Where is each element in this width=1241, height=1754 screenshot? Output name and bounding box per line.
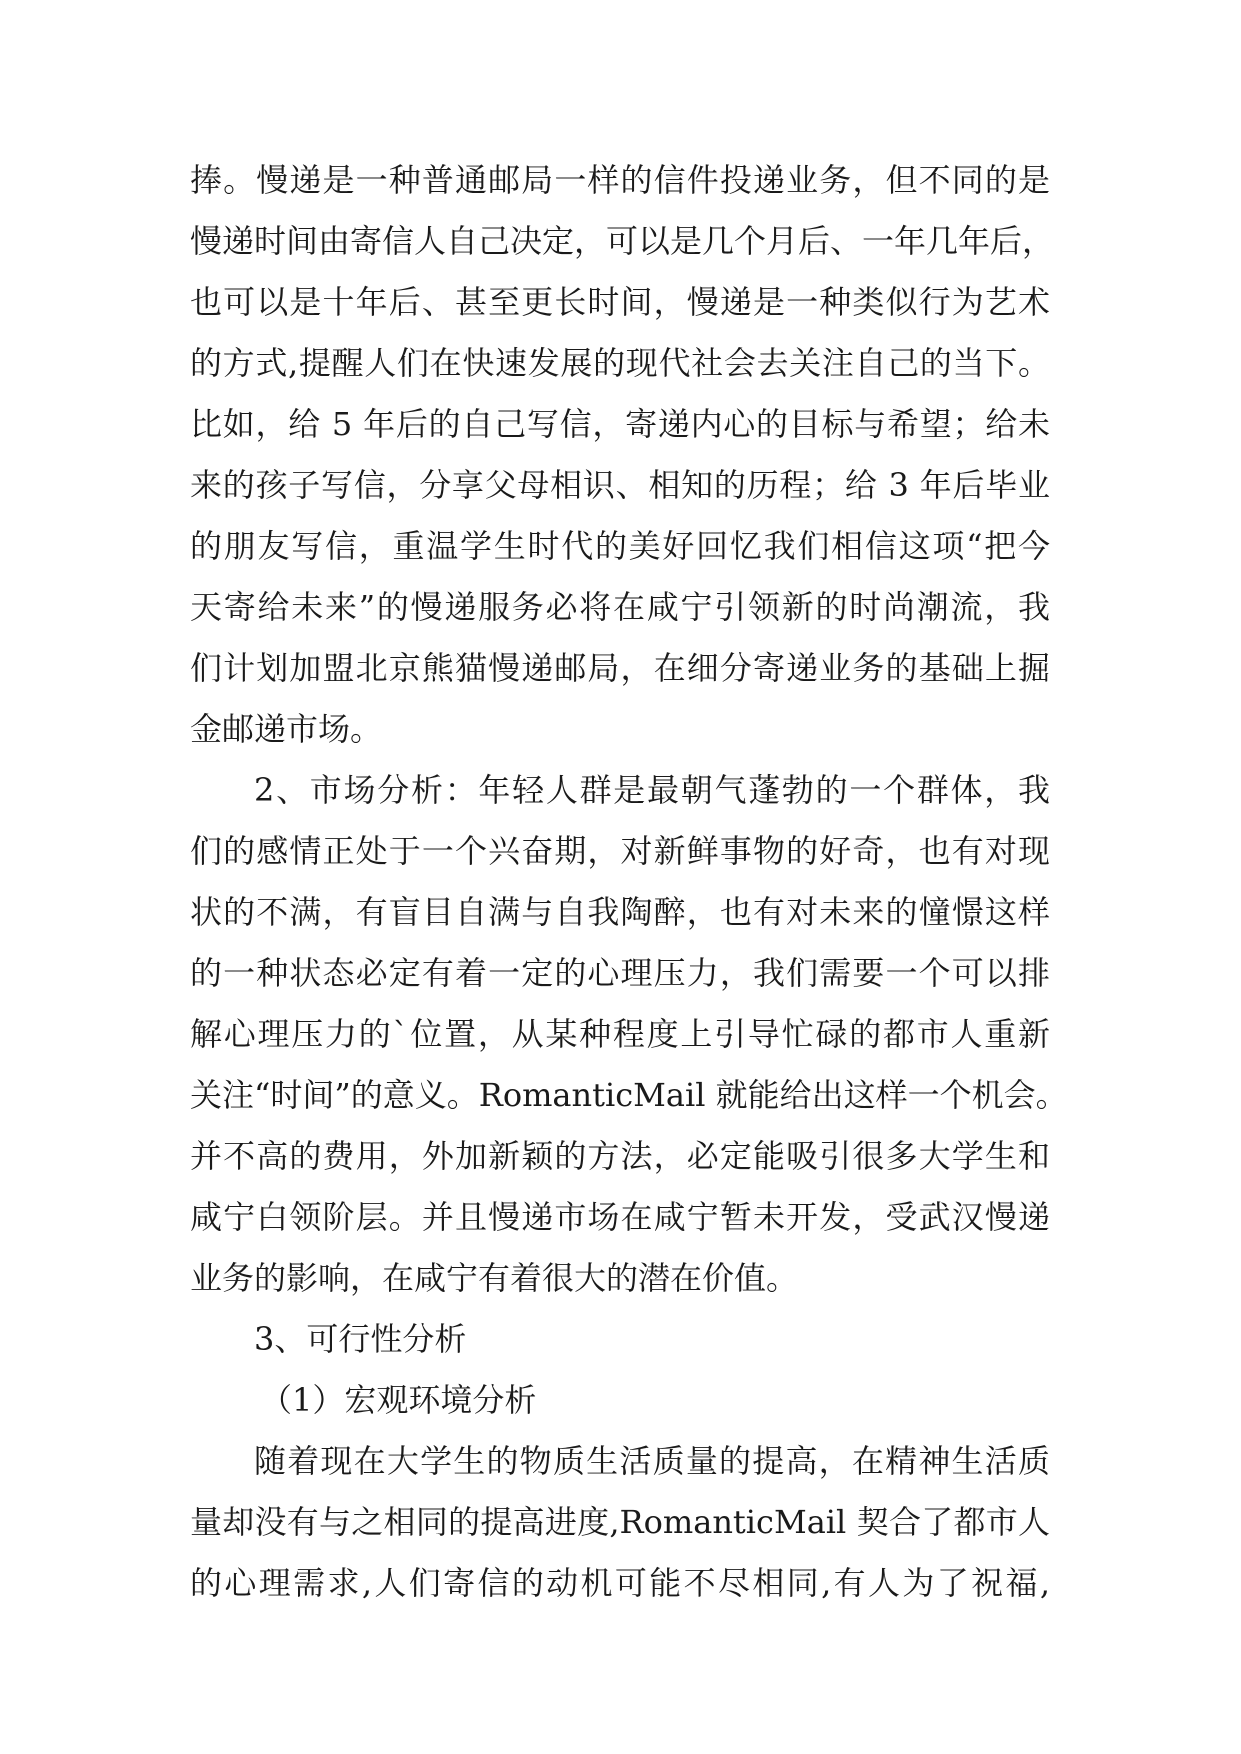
text-line: 随着现在大学生的物质生活质量的提高，在精神生活质 [254,1442,1050,1480]
text-line: 也可以是十年后、甚至更长时间，慢递是一种类似行为艺术 [190,283,1050,321]
text-line: 业务的影响，在咸宁有着很大的潜在价值。 [190,1259,799,1297]
text-line: 咸宁白领阶层。并且慢递市场在咸宁暂未开发，受武汉慢递 [190,1198,1050,1236]
text-line: 的一种状态必定有着一定的心理压力，我们需要一个可以排 [190,954,1050,992]
document-body [190,150,1068,1614]
section-heading-feasibility: 3、可行性分析 [254,1320,467,1358]
text-line: 捧。慢递是一种普通邮局一样的信件投递业务，但不同的是 [190,161,1050,199]
text-line: 解心理压力的`位置，从某种程度上引导忙碌的都市人重新 [190,1015,1050,1053]
text-line: 状的不满，有盲目自满与自我陶醉，也有对未来的憧憬这样 [190,893,1050,931]
text-line: 的方式,提醒人们在快速发展的现代社会去关注自己的当下。 [190,344,1050,382]
section-heading-market-analysis: 2、市场分析：年轻人群是最朝气蓬勃的一个群体，我 [254,771,1050,809]
subsection-heading-macro: （1）宏观环境分析 [260,1381,537,1419]
text-line: 们的感情正处于一个兴奋期，对新鲜事物的好奇，也有对现 [190,832,1050,870]
text-line: 关注“时间”的意义。RomanticMail 就能给出这样一个机会。 [190,1076,1068,1114]
text-line: 的心理需求,人们寄信的动机可能不尽相同,有人为了祝福, [190,1564,1050,1602]
text-line: 比如，给 5 年后的自己写信，寄递内心的目标与希望；给未 [190,405,1050,443]
text-line: 量却没有与之相同的提高进度,RomanticMail 契合了都市人 [190,1503,1050,1541]
text-line: 慢递时间由寄信人自己决定，可以是几个月后、一年几年后， [190,222,1055,260]
text-line: 并不高的费用，外加新颖的方法，必定能吸引很多大学生和 [190,1137,1050,1175]
text-line: 金邮递市场。 [190,710,383,748]
text-line: 的朋友写信，重温学生时代的美好回忆我们相信这项“把今 [190,527,1050,565]
text-line: 来的孩子写信，分享父母相识、相知的历程；给 3 年后毕业 [190,466,1050,504]
text-line: 天寄给未来”的慢递服务必将在咸宁引领新的时尚潮流，我 [190,588,1050,626]
text-line: 们计划加盟北京熊猫慢递邮局，在细分寄递业务的基础上掘 [190,649,1050,687]
